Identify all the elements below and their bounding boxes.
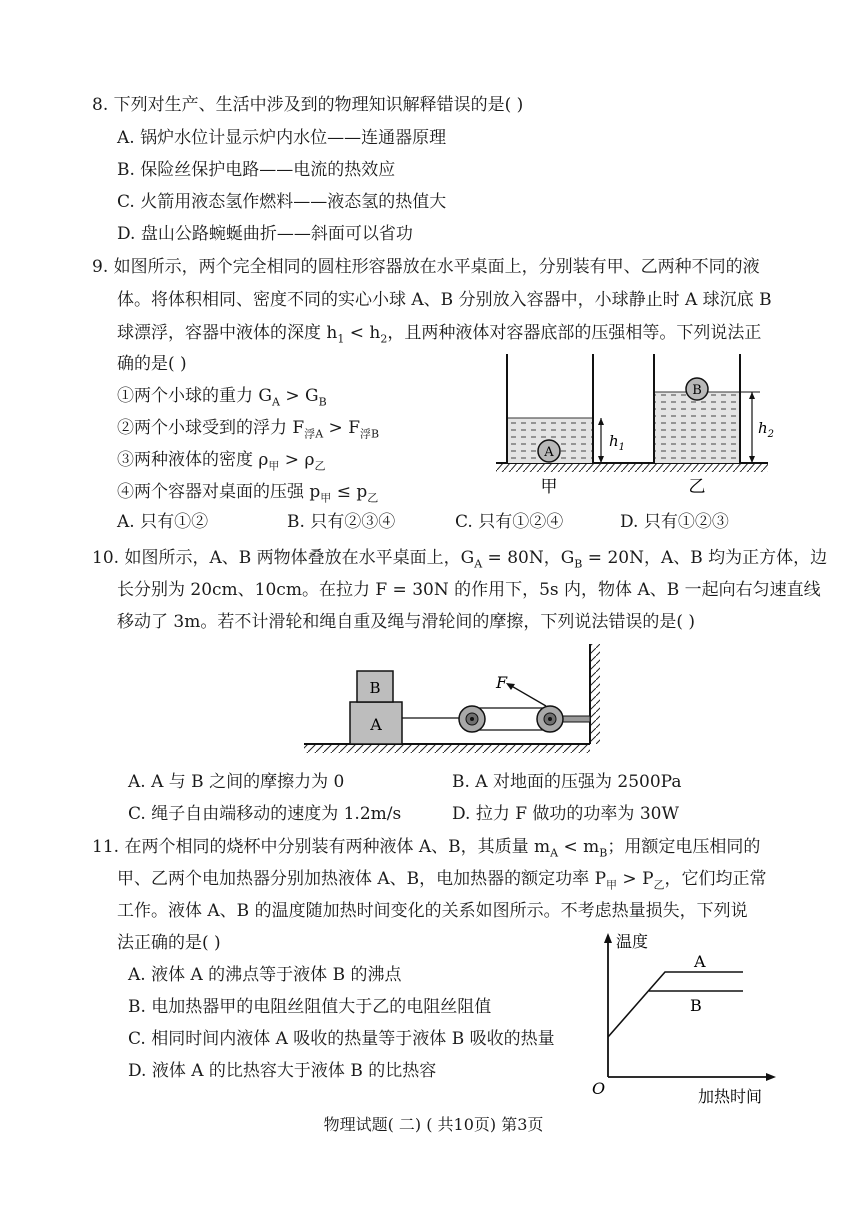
q10-option-d[interactable]: D. 拉力 F 做功的功率为 30W	[452, 804, 679, 824]
q9-option-a[interactable]: A. 只有①②	[117, 512, 209, 532]
q11-option-a[interactable]: A. 液体 A 的沸点等于液体 B 的沸点	[128, 965, 402, 985]
q9-stem-line-4: 确的是( )	[117, 354, 187, 374]
q8-option-c[interactable]: C. 火箭用液态氢作燃料——液态氢的热值大	[117, 192, 447, 212]
label-yi: 乙	[688, 477, 706, 497]
q10-option-b[interactable]: B. A 对地面的压强为 2500Pa	[452, 772, 682, 792]
origin-label: O	[592, 1079, 606, 1098]
q11-option-c[interactable]: C. 相同时间内液体 A 吸收的热量等于液体 B 吸收的热量	[128, 1029, 555, 1049]
line-a	[608, 972, 743, 1037]
q9-containers-figure	[490, 350, 780, 500]
q9-statement-4: ④两个容器对桌面的压强 $p_甲 \le p_乙$	[117, 482, 379, 505]
block-a-label: A	[370, 715, 382, 734]
ball-a-label: A	[544, 445, 554, 460]
q11-stem-line-2: 甲、乙两个电加热器分别加热液体 A、B，电加热器的额定功率 $P_甲 > P_乙$，它们均正常	[117, 869, 767, 892]
q9-statement-3: ③两种液体的密度 $\rho_甲 > \rho_乙$	[117, 450, 326, 473]
q8-stem: 8. 下列对生产、生活中涉及到的物理知识解释错误的是( )	[92, 95, 524, 115]
q9-option-c[interactable]: C. 只有①②④	[455, 512, 564, 532]
free-rope-end	[508, 684, 546, 706]
q9-option-b[interactable]: B. 只有②③④	[287, 512, 396, 532]
label-jia: 甲	[540, 477, 558, 497]
q9-stem-line-2: 体。将体积相同、密度不同的实心小球 A、B 分别放入容器中，小球静止时 A 球沉底 B	[117, 290, 772, 310]
block-b-label: B	[369, 679, 381, 697]
q11-stem-line-1: 11. 在两个相同的烧杯中分别装有两种液体 A、B，其质量 $m_A < m_B$；用额定电压相同的	[92, 837, 761, 860]
force-label: F	[496, 673, 508, 692]
q11-stem-line-4: 法正确的是( )	[117, 933, 221, 953]
movable-pulley	[459, 706, 485, 732]
q11-temperature-graph	[580, 925, 780, 1110]
table-hatch	[496, 464, 768, 472]
container-left	[507, 354, 625, 463]
q11-option-d[interactable]: D. 液体 A 的比热容大于液体 B 的比热容	[128, 1061, 437, 1081]
q9-stem-line-1: 9. 如图所示，两个完全相同的圆柱形容器放在水平桌面上，分别装有甲、乙两种不同的液	[92, 257, 760, 277]
q10-pulley-figure	[300, 640, 605, 755]
q10-stem-line-3: 移动了 3m。若不计滑轮和绳自重及绳与滑轮间的摩擦，下列说法错误的是( )	[117, 612, 696, 632]
ball-b-label: B	[692, 383, 702, 398]
q8-option-d[interactable]: D. 盘山公路蜿蜒曲折——斜面可以省功	[117, 224, 413, 244]
q11-stem-line-3: 工作。液体 A、B 的温度随加热时间变化的关系如图所示。不考虑热量损失，下列说	[117, 901, 748, 921]
q8-option-b[interactable]: B. 保险丝保护电路——电流的热效应	[117, 160, 396, 180]
q8-option-a[interactable]: A. 锅炉水位计显示炉内水位——连通器原理	[117, 128, 447, 148]
container-right	[654, 354, 774, 463]
line-b-label: B	[690, 996, 702, 1015]
q9-statement-2: ②两个小球受到的浮力 $F_{浮A} > F_{浮B}$	[117, 418, 380, 441]
q10-stem-line-2: 长分别为 20cm、10cm。在拉力 F = 30N 的作用下，5s 内，物体 A、B 一起向右匀速直线	[117, 580, 821, 600]
x-axis-label: 加热时间	[698, 1087, 763, 1106]
q9-option-d[interactable]: D. 只有①②③	[620, 512, 729, 532]
q10-option-c[interactable]: C. 绳子自由端移动的速度为 1.2m/s	[128, 804, 402, 824]
y-axis-label: 温度	[616, 932, 649, 951]
q11-option-b[interactable]: B. 电加热器甲的电阻丝阻值大于乙的电阻丝阻值	[128, 997, 492, 1017]
h2-label: $h_2$	[758, 419, 775, 440]
line-a-label: A	[694, 952, 706, 971]
q9-stem-line-3: 球漂浮，容器中液体的深度 $h_1 < h_2$，且两种液体对容器底部的压强相等。下列说法正	[117, 323, 762, 346]
page-footer: 物理试题( 二) ( 共10页) 第3页	[323, 1115, 544, 1134]
q9-statement-1: ①两个小球的重力 $G_A > G_B$	[117, 386, 327, 409]
fixed-pulley	[537, 706, 563, 732]
h1-label: $h_1$	[609, 432, 626, 453]
q10-stem-line-1: 10. 如图所示，A、B 两物体叠放在水平桌面上，$G_A = 80N$，$G_B = 20N$，A、B 均为正方体，边	[92, 548, 828, 571]
q10-option-a[interactable]: A. A 与 B 之间的摩擦力为 0	[128, 772, 345, 792]
